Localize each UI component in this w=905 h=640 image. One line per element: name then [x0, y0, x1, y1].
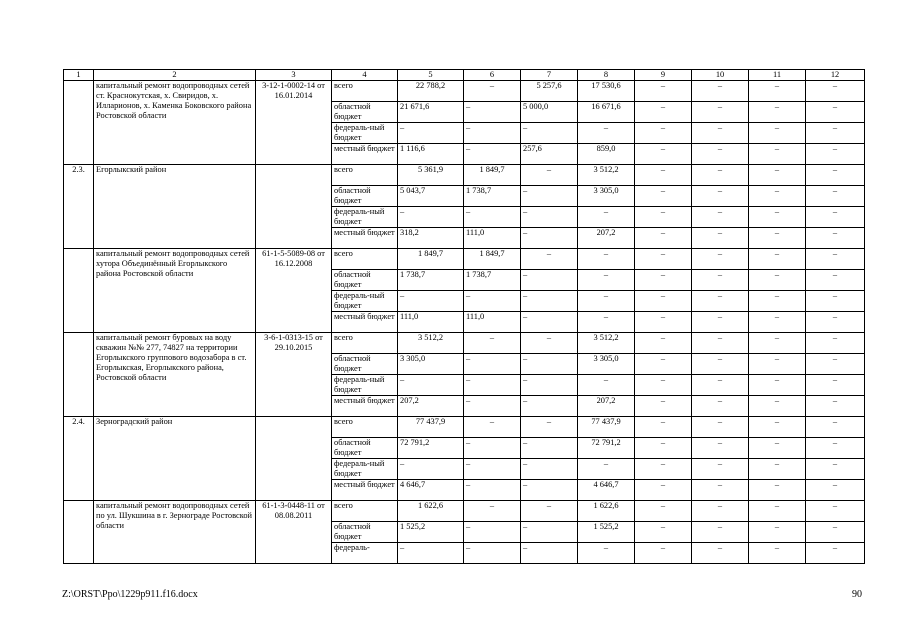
- amount-cell: –: [464, 459, 521, 480]
- amount-cell: 77 437,9: [578, 417, 635, 438]
- column-number: 8: [578, 70, 635, 81]
- amount-cell: 1 525,2: [578, 522, 635, 543]
- amount-cell: –: [806, 417, 865, 438]
- footer-page-number: 90: [852, 589, 862, 600]
- amount-cell: –: [692, 186, 749, 207]
- column-number: 4: [332, 70, 398, 81]
- amount-cell: –: [635, 438, 692, 459]
- object-name: капитальный ремонт водопроводных сетей по ул. Шукшина в г. Зернограде Ростовской области: [94, 501, 256, 564]
- amount-cell: 77 437,9: [398, 417, 464, 438]
- funding-source: местный бюджет: [332, 480, 398, 501]
- amount-cell: –: [806, 291, 865, 312]
- amount-cell: –: [635, 459, 692, 480]
- amount-cell: –: [521, 459, 578, 480]
- amount-cell: –: [521, 501, 578, 522]
- table-row: [64, 81, 865, 102]
- funding-source: федераль-ный бюджет: [332, 123, 398, 144]
- amount-cell: 111,0: [464, 312, 521, 333]
- budget-table: [63, 69, 865, 564]
- amount-cell: –: [464, 333, 521, 354]
- row-number: [64, 333, 94, 417]
- amount-cell: –: [749, 543, 806, 564]
- amount-cell: –: [521, 207, 578, 228]
- row-number: 2.4.: [64, 417, 94, 501]
- funding-source: всего: [332, 249, 398, 270]
- row-number: [64, 249, 94, 333]
- amount-cell: 859,0: [578, 144, 635, 165]
- funding-source: всего: [332, 165, 398, 186]
- amount-cell: –: [635, 228, 692, 249]
- object-name: Зерноградский район: [94, 417, 256, 501]
- amount-cell: –: [464, 480, 521, 501]
- amount-cell: 1 738,7: [464, 270, 521, 291]
- amount-cell: 16 671,6: [578, 102, 635, 123]
- column-number-row: [64, 70, 865, 81]
- amount-cell: –: [635, 333, 692, 354]
- amount-cell: –: [635, 480, 692, 501]
- amount-cell: –: [692, 312, 749, 333]
- amount-cell: 1 738,7: [464, 186, 521, 207]
- amount-cell: 17 530,6: [578, 81, 635, 102]
- amount-cell: –: [635, 186, 692, 207]
- amount-cell: 5 000,0: [521, 102, 578, 123]
- amount-cell: –: [749, 165, 806, 186]
- amount-cell: –: [749, 501, 806, 522]
- amount-cell: –: [464, 144, 521, 165]
- amount-cell: 3 512,2: [578, 333, 635, 354]
- amount-cell: –: [692, 144, 749, 165]
- column-number: 9: [635, 70, 692, 81]
- amount-cell: –: [749, 81, 806, 102]
- amount-cell: 207,2: [398, 396, 464, 417]
- funding-source: областной бюджет: [332, 438, 398, 459]
- amount-cell: 3 512,2: [398, 333, 464, 354]
- amount-cell: 3 305,0: [578, 354, 635, 375]
- amount-cell: 3 305,0: [398, 354, 464, 375]
- amount-cell: –: [806, 396, 865, 417]
- amount-cell: 1 525,2: [398, 522, 464, 543]
- object-name: капитальный ремонт буровых на воду скважин №№ 277, 74827 на территории Егорлыкского группового водозабора в ст. Егорлыкская, Егорлыкского района, Ростовской области: [94, 333, 256, 417]
- funding-source: федераль-ный бюджет: [332, 375, 398, 396]
- object-name: капитальный ремонт водопроводных сетей ст. Краснокутская, х. Свиридов, х. Илларионов, х. Каменка Боковского района Ростовской области: [94, 81, 256, 165]
- amount-cell: –: [635, 207, 692, 228]
- amount-cell: –: [749, 207, 806, 228]
- amount-cell: –: [635, 543, 692, 564]
- amount-cell: –: [521, 249, 578, 270]
- amount-cell: –: [749, 228, 806, 249]
- amount-cell: 1 622,6: [578, 501, 635, 522]
- column-number: 12: [806, 70, 865, 81]
- amount-cell: 207,2: [578, 396, 635, 417]
- amount-cell: –: [464, 102, 521, 123]
- amount-cell: –: [464, 396, 521, 417]
- amount-cell: –: [749, 375, 806, 396]
- amount-cell: 4 646,7: [398, 480, 464, 501]
- document-code: [256, 165, 332, 249]
- amount-cell: –: [749, 459, 806, 480]
- amount-cell: –: [464, 207, 521, 228]
- amount-cell: –: [635, 522, 692, 543]
- amount-cell: 111,0: [464, 228, 521, 249]
- amount-cell: 3 305,0: [578, 186, 635, 207]
- amount-cell: –: [692, 228, 749, 249]
- funding-source: областной бюджет: [332, 522, 398, 543]
- amount-cell: –: [521, 228, 578, 249]
- funding-source: всего: [332, 81, 398, 102]
- funding-source: местный бюджет: [332, 228, 398, 249]
- column-number: 7: [521, 70, 578, 81]
- funding-source: областной бюджет: [332, 270, 398, 291]
- amount-cell: –: [635, 123, 692, 144]
- amount-cell: –: [521, 522, 578, 543]
- amount-cell: –: [806, 144, 865, 165]
- funding-source: федераль-ный бюджет: [332, 459, 398, 480]
- amount-cell: –: [635, 291, 692, 312]
- amount-cell: –: [464, 375, 521, 396]
- amount-cell: –: [692, 417, 749, 438]
- column-number: 2: [94, 70, 256, 81]
- funding-source: областной бюджет: [332, 102, 398, 123]
- amount-cell: –: [749, 354, 806, 375]
- amount-cell: –: [578, 249, 635, 270]
- amount-cell: –: [692, 81, 749, 102]
- amount-cell: –: [578, 207, 635, 228]
- amount-cell: –: [692, 354, 749, 375]
- amount-cell: –: [806, 375, 865, 396]
- amount-cell: –: [806, 207, 865, 228]
- amount-cell: –: [806, 354, 865, 375]
- funding-source: местный бюджет: [332, 312, 398, 333]
- footer-file-path: Z:\ORST\Ppo\1229p911.f16.docx: [62, 589, 198, 600]
- amount-cell: –: [692, 249, 749, 270]
- amount-cell: 21 671,6: [398, 102, 464, 123]
- object-name: Егорлыкский район: [94, 165, 256, 249]
- amount-cell: 1 738,7: [398, 270, 464, 291]
- amount-cell: 207,2: [578, 228, 635, 249]
- amount-cell: –: [578, 459, 635, 480]
- amount-cell: –: [806, 270, 865, 291]
- table-row: [64, 333, 865, 354]
- amount-cell: 5 257,6: [521, 81, 578, 102]
- amount-cell: –: [578, 123, 635, 144]
- amount-cell: –: [692, 102, 749, 123]
- amount-cell: –: [521, 123, 578, 144]
- amount-cell: –: [521, 480, 578, 501]
- amount-cell: –: [806, 459, 865, 480]
- amount-cell: –: [635, 417, 692, 438]
- amount-cell: –: [692, 291, 749, 312]
- amount-cell: –: [578, 291, 635, 312]
- amount-cell: –: [806, 123, 865, 144]
- amount-cell: 5 043,7: [398, 186, 464, 207]
- amount-cell: –: [635, 81, 692, 102]
- amount-cell: –: [692, 543, 749, 564]
- amount-cell: –: [521, 396, 578, 417]
- amount-cell: –: [521, 312, 578, 333]
- amount-cell: –: [635, 354, 692, 375]
- amount-cell: –: [578, 375, 635, 396]
- funding-source: федераль-ный бюджет: [332, 207, 398, 228]
- table-body: [64, 70, 865, 564]
- amount-cell: –: [635, 102, 692, 123]
- document-code: 61-1-5-5089-08 от 16.12.2008: [256, 249, 332, 333]
- amount-cell: 1 849,7: [464, 249, 521, 270]
- amount-cell: –: [464, 354, 521, 375]
- column-number: 1: [64, 70, 94, 81]
- amount-cell: –: [578, 270, 635, 291]
- amount-cell: –: [749, 102, 806, 123]
- amount-cell: –: [521, 543, 578, 564]
- amount-cell: –: [692, 459, 749, 480]
- amount-cell: –: [749, 186, 806, 207]
- amount-cell: –: [806, 312, 865, 333]
- amount-cell: –: [692, 396, 749, 417]
- amount-cell: –: [464, 501, 521, 522]
- amount-cell: –: [398, 375, 464, 396]
- amount-cell: –: [635, 249, 692, 270]
- amount-cell: –: [464, 543, 521, 564]
- funding-source: местный бюджет: [332, 396, 398, 417]
- amount-cell: –: [398, 123, 464, 144]
- amount-cell: –: [692, 207, 749, 228]
- amount-cell: –: [578, 543, 635, 564]
- amount-cell: –: [749, 480, 806, 501]
- amount-cell: –: [398, 207, 464, 228]
- amount-cell: –: [464, 522, 521, 543]
- amount-cell: 1 622,6: [398, 501, 464, 522]
- amount-cell: –: [635, 396, 692, 417]
- table-row: [64, 249, 865, 270]
- amount-cell: –: [692, 522, 749, 543]
- amount-cell: –: [464, 417, 521, 438]
- amount-cell: –: [749, 270, 806, 291]
- amount-cell: –: [521, 438, 578, 459]
- funding-source: областной бюджет: [332, 354, 398, 375]
- amount-cell: –: [806, 438, 865, 459]
- amount-cell: 1 849,7: [464, 165, 521, 186]
- column-number: 3: [256, 70, 332, 81]
- amount-cell: –: [635, 375, 692, 396]
- funding-source: областной бюджет: [332, 186, 398, 207]
- amount-cell: 3 512,2: [578, 165, 635, 186]
- amount-cell: –: [464, 291, 521, 312]
- amount-cell: –: [398, 543, 464, 564]
- amount-cell: 257,6: [521, 144, 578, 165]
- amount-cell: 1 116,6: [398, 144, 464, 165]
- amount-cell: –: [635, 312, 692, 333]
- column-number: 10: [692, 70, 749, 81]
- amount-cell: –: [521, 354, 578, 375]
- amount-cell: –: [521, 417, 578, 438]
- funding-source: федераль-: [332, 543, 398, 564]
- amount-cell: –: [806, 501, 865, 522]
- amount-cell: –: [749, 291, 806, 312]
- amount-cell: 318,2: [398, 228, 464, 249]
- amount-cell: –: [806, 522, 865, 543]
- table-row: [64, 501, 865, 522]
- object-name: капитальный ремонт водопроводных сетей хутора Объединённый Егорлыкского района Ростовской области: [94, 249, 256, 333]
- amount-cell: –: [464, 123, 521, 144]
- amount-cell: –: [521, 291, 578, 312]
- document-code: 3-6-1-0313-15 от 29.10.2015: [256, 333, 332, 417]
- amount-cell: 111,0: [398, 312, 464, 333]
- funding-source: федераль-ный бюджет: [332, 291, 398, 312]
- amount-cell: –: [635, 270, 692, 291]
- amount-cell: 5 361,9: [398, 165, 464, 186]
- amount-cell: –: [692, 501, 749, 522]
- amount-cell: –: [521, 375, 578, 396]
- amount-cell: –: [806, 480, 865, 501]
- amount-cell: –: [806, 249, 865, 270]
- amount-cell: 1 849,7: [398, 249, 464, 270]
- amount-cell: –: [749, 123, 806, 144]
- column-number: 5: [398, 70, 464, 81]
- amount-cell: 72 791,2: [578, 438, 635, 459]
- row-number: 2.3.: [64, 165, 94, 249]
- amount-cell: –: [806, 228, 865, 249]
- amount-cell: –: [806, 81, 865, 102]
- amount-cell: –: [464, 438, 521, 459]
- amount-cell: –: [749, 396, 806, 417]
- funding-source: местный бюджет: [332, 144, 398, 165]
- amount-cell: –: [806, 543, 865, 564]
- amount-cell: –: [806, 186, 865, 207]
- amount-cell: –: [749, 249, 806, 270]
- table-row: [64, 417, 865, 438]
- column-number: 6: [464, 70, 521, 81]
- amount-cell: –: [749, 333, 806, 354]
- amount-cell: –: [521, 186, 578, 207]
- amount-cell: –: [692, 375, 749, 396]
- amount-cell: –: [521, 165, 578, 186]
- column-number: 11: [749, 70, 806, 81]
- amount-cell: –: [806, 165, 865, 186]
- document-code: 61-1-3-0448-11 от 08.08.2011: [256, 501, 332, 564]
- amount-cell: –: [578, 312, 635, 333]
- row-number: [64, 501, 94, 564]
- amount-cell: –: [398, 459, 464, 480]
- amount-cell: –: [464, 81, 521, 102]
- amount-cell: –: [692, 438, 749, 459]
- funding-source: всего: [332, 333, 398, 354]
- amount-cell: –: [521, 333, 578, 354]
- amount-cell: –: [692, 480, 749, 501]
- amount-cell: –: [749, 417, 806, 438]
- amount-cell: –: [749, 144, 806, 165]
- document-code: 3-12-1-0002-14 от 16.01.2014: [256, 81, 332, 165]
- funding-source: всего: [332, 501, 398, 522]
- amount-cell: –: [635, 144, 692, 165]
- amount-cell: 22 788,2: [398, 81, 464, 102]
- amount-cell: 4 646,7: [578, 480, 635, 501]
- amount-cell: 72 791,2: [398, 438, 464, 459]
- amount-cell: –: [749, 438, 806, 459]
- table-row: [64, 165, 865, 186]
- document-code: [256, 417, 332, 501]
- amount-cell: –: [806, 102, 865, 123]
- amount-cell: –: [749, 312, 806, 333]
- amount-cell: –: [521, 270, 578, 291]
- amount-cell: –: [635, 501, 692, 522]
- amount-cell: –: [806, 333, 865, 354]
- amount-cell: –: [692, 123, 749, 144]
- amount-cell: –: [635, 165, 692, 186]
- amount-cell: –: [692, 270, 749, 291]
- amount-cell: –: [398, 291, 464, 312]
- funding-source: всего: [332, 417, 398, 438]
- amount-cell: –: [692, 333, 749, 354]
- amount-cell: –: [692, 165, 749, 186]
- amount-cell: –: [749, 522, 806, 543]
- row-number: [64, 81, 94, 165]
